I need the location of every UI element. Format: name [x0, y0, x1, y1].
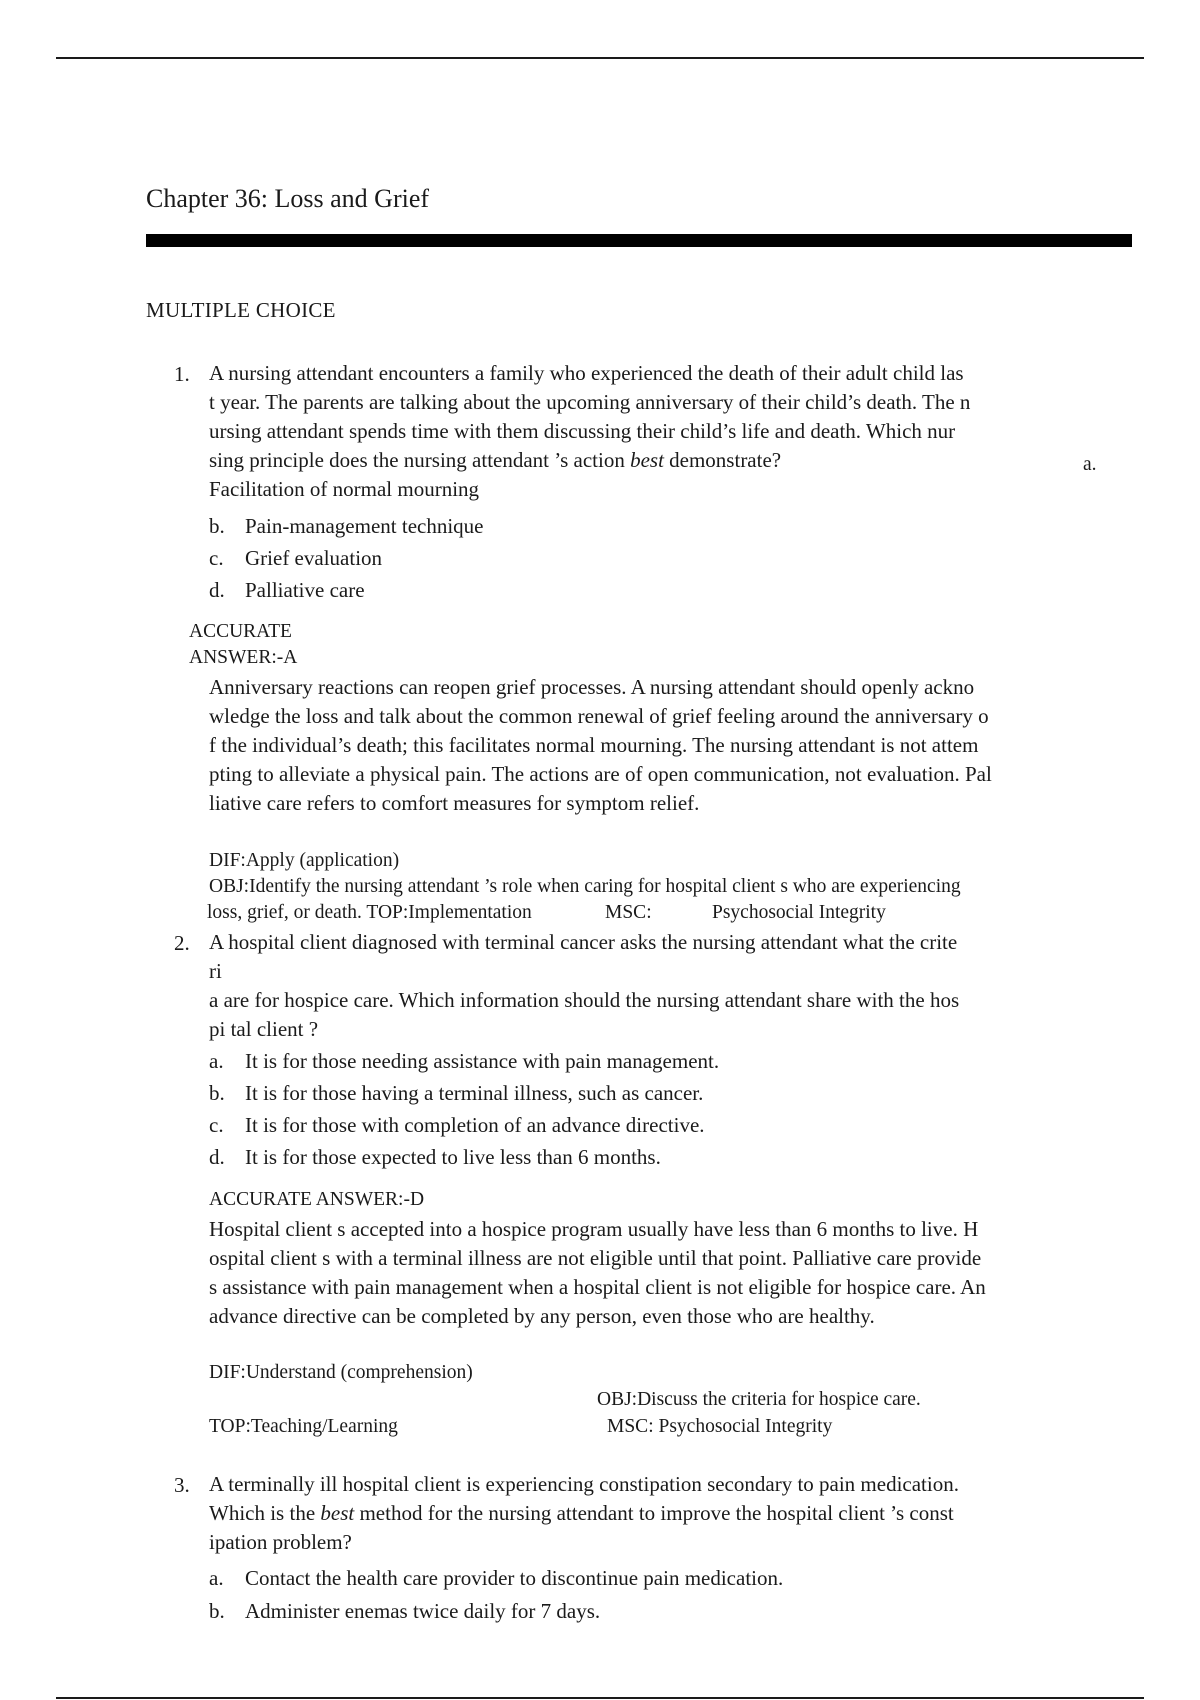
question-3-stem: [209, 1470, 959, 1557]
question-2-option-d: [209, 1142, 661, 1172]
question-2-stem-line: ri: [209, 959, 222, 983]
question-2-option-c: [209, 1110, 705, 1140]
option-text: Pain-management technique: [245, 514, 484, 538]
option-label: c.: [209, 546, 224, 570]
stem-text: method for the nursing attendant to improve the hospital client ’s const: [354, 1501, 954, 1525]
question-2-stem: [209, 928, 959, 1044]
option-text: It is for those having a terminal illness, such as cancer.: [245, 1081, 704, 1105]
rationale-line: s assistance with pain management when a hospital client is not eligible for hospice care. An: [209, 1275, 986, 1299]
bottom-rule: [56, 1697, 1144, 1699]
emphasis-text: best: [320, 1501, 355, 1525]
stem-text: Which is the: [209, 1501, 321, 1525]
option-label: b.: [209, 1599, 225, 1623]
stem-text: sing principle does the nursing attendant ’s action: [209, 448, 631, 472]
option-label: c.: [209, 1113, 224, 1137]
question-2-number: 2.: [174, 931, 190, 955]
question-1-option-d: [209, 575, 365, 605]
option-text: Administer enemas twice daily for 7 days.: [245, 1599, 601, 1623]
emphasis-text: best: [630, 448, 664, 472]
question-1-objective: OBJ:Identify the nursing attendant ’s role when caring for hospital client s who are experiencing: [209, 876, 961, 897]
question-1-stem-line: A nursing attendant encounters a family who experienced the death of their adult child las: [209, 361, 964, 385]
rationale-line: ospital client s with a terminal illness are not eligible until that point. Palliative care provide: [209, 1246, 982, 1270]
question-2-difficulty: DIF:Understand (comprehension): [209, 1362, 473, 1383]
question-2-option-a: [209, 1046, 719, 1076]
question-1-msc-value: Psychosocial Integrity: [712, 902, 886, 923]
section-heading: MULTIPLE CHOICE: [146, 298, 336, 322]
question-1-number: 1.: [174, 362, 190, 386]
rationale-line: Anniversary reactions can reopen grief processes. A nursing attendant should openly ackno: [209, 675, 975, 699]
rationale-line: f the individual’s death; this facilitates normal mourning. The nursing attendant is not attem: [209, 733, 979, 757]
top-rule: [56, 57, 1144, 59]
question-2-stem-line: a are for hospice care. Which information should the nursing attendant share with the hos: [209, 988, 960, 1012]
question-1-stem: [209, 359, 970, 504]
question-1-option-a: Facilitation of normal mourning: [209, 477, 480, 501]
question-2-topic: TOP:Teaching/Learning: [209, 1416, 398, 1437]
question-3-stem-line: A terminally ill hospital client is experiencing constipation secondary to pain medication.: [209, 1472, 959, 1496]
question-2-answer: ACCURATE ANSWER:-D: [209, 1189, 425, 1210]
option-text: Contact the health care provider to discontinue pain medication.: [245, 1566, 784, 1590]
question-3-option-a: [209, 1563, 783, 1593]
option-text: It is for those with completion of an advance directive.: [245, 1113, 705, 1137]
option-label: d.: [209, 578, 225, 602]
question-1-topic: loss, grief, or death. TOP:Implementation: [207, 902, 532, 923]
question-3-stem-line: ipation problem?: [209, 1530, 352, 1554]
question-2-option-b: [209, 1078, 703, 1108]
rationale-line: Hospital client s accepted into a hospice program usually have less than 6 months to live. H: [209, 1217, 979, 1241]
question-2-msc: MSC: Psychosocial Integrity: [607, 1416, 833, 1437]
option-text: Grief evaluation: [245, 546, 383, 570]
question-2-stem-line: pi tal client ?: [209, 1017, 319, 1041]
question-1-stem-line: t year. The parents are talking about the upcoming anniversary of their child’s death. The n: [209, 390, 971, 414]
rationale-line: wledge the loss and talk about the common renewal of grief feeling around the anniversary o: [209, 704, 989, 728]
option-text: It is for those expected to live less than 6 months.: [245, 1145, 661, 1169]
rationale-line: advance directive can be completed by any person, even those who are healthy.: [209, 1304, 875, 1328]
option-label: a.: [209, 1049, 224, 1073]
question-3-stem-line: [209, 1499, 959, 1528]
question-1-msc-label: MSC:: [605, 902, 652, 923]
question-1-option-c: [209, 543, 382, 573]
option-label: d.: [209, 1145, 225, 1169]
question-1-answer: ANSWER:-A: [189, 647, 298, 668]
option-label: b.: [209, 1081, 225, 1105]
question-1-difficulty: DIF:Apply (application): [209, 850, 400, 871]
question-1-stem-line: ursing attendant spends time with them discussing their child’s life and death. Which nur: [209, 419, 956, 443]
question-3-option-b: [209, 1596, 600, 1626]
chapter-title: Chapter 36: Loss and Grief: [146, 184, 430, 213]
question-2-stem-line: A hospital client diagnosed with terminal cancer asks the nursing attendant what the crite: [209, 930, 958, 954]
question-2-objective: OBJ:Discuss the criteria for hospice care.: [597, 1389, 921, 1410]
question-1-option-a-label: a.: [1083, 454, 1097, 475]
question-1-answer-label: ACCURATE: [189, 621, 292, 642]
rationale-line: liative care refers to comfort measures for symptom relief.: [209, 791, 700, 815]
question-1-option-b: [209, 511, 484, 541]
question-1-rationale: [209, 673, 992, 818]
option-label: a.: [209, 1566, 224, 1590]
question-1-stem-line: [209, 446, 970, 475]
stem-text: demonstrate?: [663, 448, 782, 472]
chapter-title-bar: [146, 234, 1132, 247]
rationale-line: pting to alleviate a physical pain. The actions are of open communication, not evaluation. Pal: [209, 762, 992, 786]
option-text: Palliative care: [245, 578, 365, 602]
question-2-rationale: [209, 1215, 986, 1331]
option-text: It is for those needing assistance with pain management.: [245, 1049, 720, 1073]
question-3-number: 3.: [174, 1473, 190, 1497]
option-label: b.: [209, 514, 225, 538]
